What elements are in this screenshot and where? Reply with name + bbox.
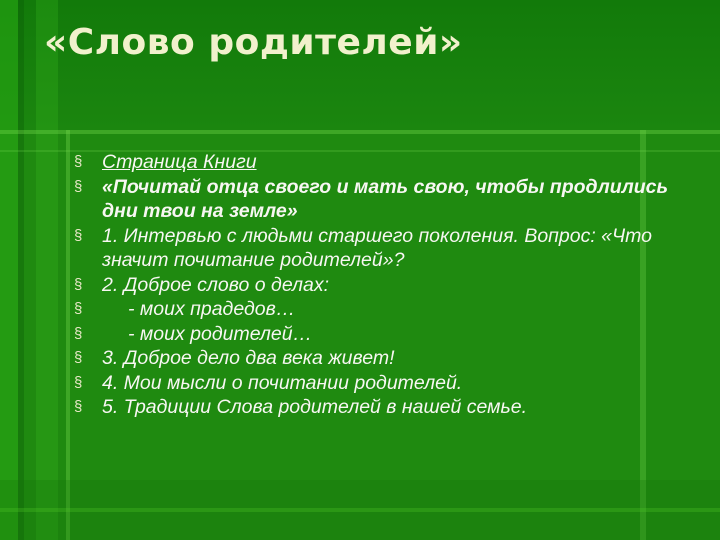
list-item — [74, 297, 674, 322]
decorative-stripe — [0, 508, 720, 512]
slide-title: «Слово родителей» — [44, 22, 463, 63]
bullet-icon: § — [74, 300, 83, 317]
list-item — [74, 224, 674, 273]
quote-text: «Почитай отца своего и мать свою, чтобы продлились дни твои на земле» — [102, 175, 669, 222]
decorative-stripe — [0, 130, 720, 134]
list-item-text: 5. Традиции Слова родителей в нашей семье. — [102, 396, 528, 418]
list-item-text: 1. Интервью с людьми старшего поколения. Вопрос: «Что значит почитание родителей»? — [102, 224, 653, 271]
decorative-stripe — [66, 130, 70, 540]
list-item-text: - моих прадедов… — [128, 298, 296, 320]
list-item-text: 2. Доброе слово о делах: — [102, 273, 330, 296]
list-item[interactable] — [74, 150, 674, 175]
list-item — [74, 322, 674, 347]
decorative-stripe — [18, 0, 24, 540]
list-item — [74, 175, 674, 224]
bullet-icon: § — [74, 226, 83, 244]
list-item — [74, 371, 674, 396]
list-item — [74, 273, 674, 298]
decorative-stripe — [36, 0, 58, 540]
title-band — [0, 0, 720, 130]
bullet-icon: § — [74, 177, 83, 195]
bullet-icon: § — [74, 349, 83, 366]
bullet-icon: § — [74, 398, 83, 415]
bullet-icon: § — [74, 373, 83, 391]
bullet-icon: § — [74, 153, 83, 170]
list-item — [74, 395, 674, 420]
list-item — [74, 346, 674, 371]
page-link[interactable]: Страница Книги — [102, 151, 257, 173]
bullet-icon: § — [74, 275, 83, 293]
bullet-icon: § — [74, 324, 83, 342]
decorative-stripe — [0, 0, 18, 540]
list-item-text: 4. Мои мысли о почитании родителей. — [102, 371, 463, 394]
list-item-text: - моих родителей… — [128, 322, 313, 345]
list-item-text: 3. Доброе дело два века живет! — [102, 347, 395, 369]
bullet-list — [74, 150, 674, 420]
